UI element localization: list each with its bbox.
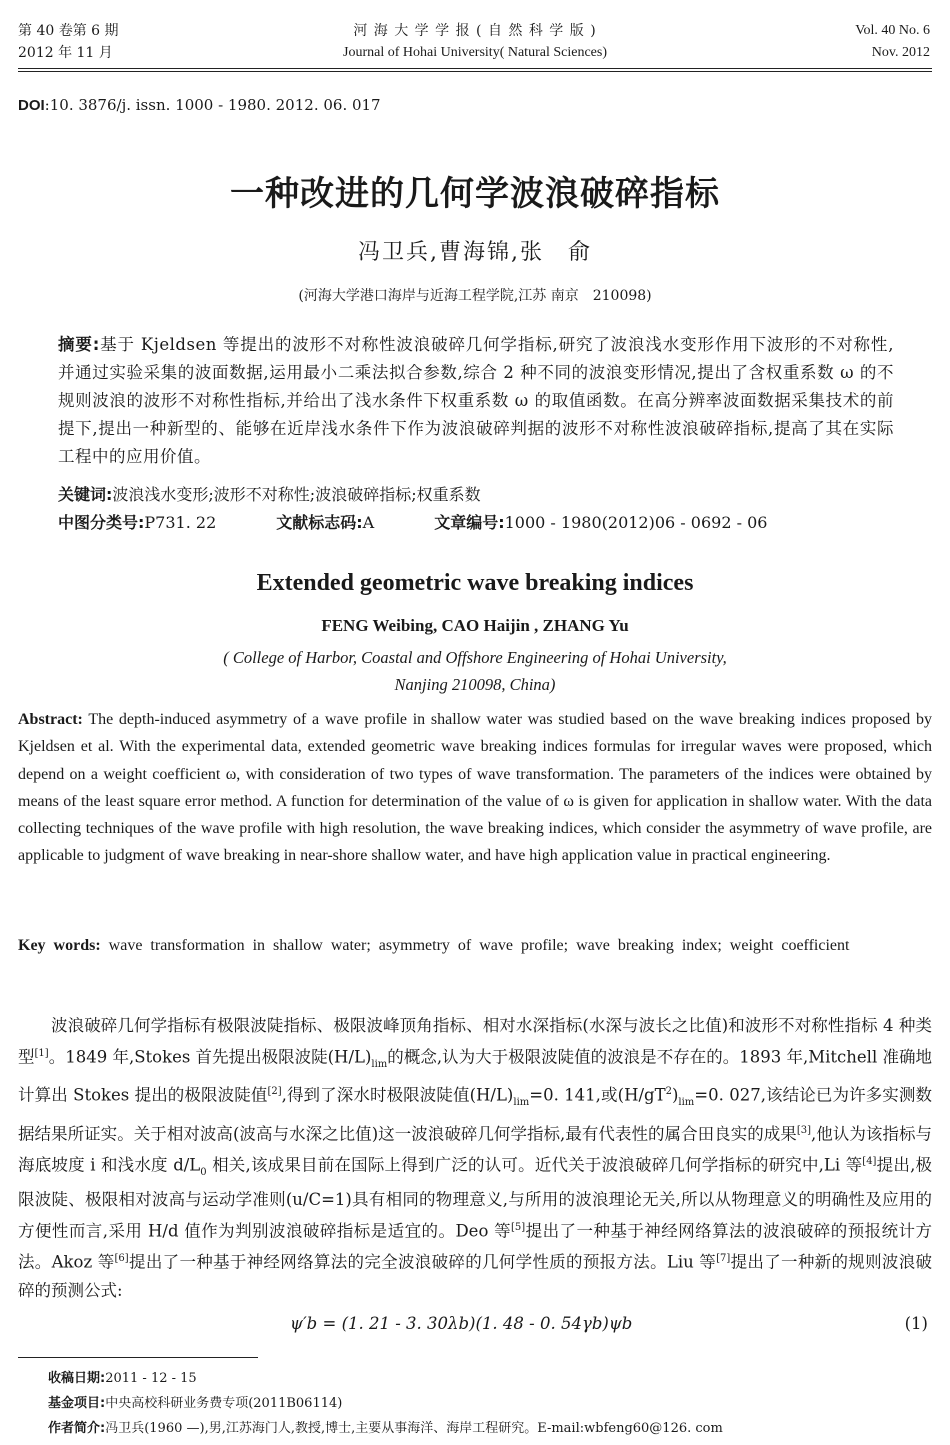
received-value: 2011 - 12 - 15	[105, 1371, 197, 1386]
footnote-funding	[48, 1395, 342, 1413]
body-text-run: 提出了一种基于神经网络算法的完全波浪破碎的几何学性质的预报方法。Liu 等	[128, 1252, 717, 1272]
abstract-cn	[58, 331, 894, 471]
body-text-run: 提出了一种新的规则波浪破碎的预测公式:	[18, 1252, 933, 1300]
journal-date-cn: 2012 年 11 月	[18, 45, 113, 61]
footnote-rule	[18, 1357, 258, 1358]
body-text-run: 波浪破碎几何学指标有极限波陡指标、极限波峰顶角指标、相对水深指标(水深与波长之比值)和波形不对称性指标 4 种类型	[18, 1016, 932, 1067]
authors-en: FENG Weibing, CAO Haijin , ZHANG Yu	[321, 616, 629, 635]
clc-value: P731. 22	[144, 513, 217, 532]
doc-code-value: A	[362, 513, 375, 532]
body-text-run: 。1849 年,Stokes 首先提出极限波陡(H/L)	[48, 1047, 372, 1067]
body-text-run: =0. 027,该结论已为许多实测数据结果所证实。关于相对波高(波高与水深之比值)这一波浪破碎几何学指标,最有代表性的属合田良实的成果	[18, 1085, 932, 1144]
doi-label: DOI	[18, 97, 45, 114]
paper-title-en: Extended geometric wave breaking indices	[256, 570, 694, 596]
author-bio-label: 作者简介:	[48, 1421, 106, 1436]
body-text-run: )	[671, 1085, 679, 1105]
authors-cn: 冯卫兵,曹海锦,张 俞	[358, 240, 592, 265]
article-number-value: 1000 - 1980(2012)06 - 0692 - 06	[504, 513, 768, 532]
abstract-en-label: Abstract:	[18, 711, 83, 728]
abstract-cn-text: 基于 Kjeldsen 等提出的波形不对称性波浪破碎几何学指标,研究了波浪浅水变形作用下波形的不对称性,并通过实验采集的波面数据,运用最小二乘法拟合参数,综合 2 种不同的波浪变形情况,提出了含权重系数 ω 的不规则波浪的波形不对称性指标,并给出了浅水条件下权重系数 ω 的取值函数。在高分辨率波面数据采集技术的前提下,提出一种新型的、能够在近岸浅水条件下作为波浪破碎判据的波形不对称性波浪破碎指标,提高了其在实际工程中的应用价值。	[58, 335, 894, 466]
abstract-cn-label: 摘要:	[58, 335, 100, 354]
body-text-run: 相关,该成果目前在国际上得到广泛的认可。近代关于波浪破碎几何学指标的研究中,Li 等	[206, 1155, 863, 1175]
article-number-label: 文章编号:	[434, 513, 505, 532]
keywords-en	[18, 932, 932, 959]
keywords-cn	[58, 484, 481, 506]
citation-5: [5]	[511, 1222, 526, 1234]
keywords-en-label: Key words:	[18, 937, 101, 954]
citation-3: [3]	[796, 1124, 811, 1136]
keywords-en-text: wave transformation in shallow water; asymmetry of wave profile; wave breaking index; weight coefficient	[100, 937, 850, 954]
clc-label: 中图分类号:	[58, 513, 145, 532]
abstract-en-text: The depth-induced asymmetry of a wave profile in shallow water was studied based on the wave breaking indices proposed by Kjeldsen et al. With the experimental data, extended geometric wave breaking indices formulas for irregular waves were proposed, which depend on a weight coefficient ω, with consideration of two types of wave transformation. The parameters of the indices were obtained by means of the least square error method. A function for determination of the value of ω is given for application in shallow water. With the data collecting techniques of the wave profile with high resolution, the wave breaking indices, which consider the asymmetry of wave profile, are applicable to judgment of wave breaking in near-shore shallow water, and have high application value in practical engineering.	[18, 711, 932, 865]
subscript-lim: lim	[513, 1097, 530, 1108]
keywords-cn-label: 关键词:	[58, 485, 113, 504]
header-rule	[18, 68, 932, 69]
subscript-lim: lim	[678, 1097, 695, 1108]
affiliation-cn: (河海大学港口海岸与近海工程学院,江苏 南京 210098)	[298, 288, 652, 304]
citation-4: [4]	[862, 1155, 877, 1167]
doi-line	[18, 96, 381, 114]
footnote-author-bio	[48, 1420, 723, 1438]
body-text	[18, 1012, 932, 1304]
body-text-run: ,他认为该指标与海底坡度 i 和浅水度 d/L	[18, 1124, 932, 1175]
affiliation-en	[0, 644, 950, 698]
citation-6: [6]	[114, 1253, 129, 1265]
affiliation-en-line1: ( College of Harbor, Coastal and Offshore Engineering of Hohai University,	[223, 648, 727, 667]
citation-1: [1]	[34, 1047, 49, 1059]
subscript-0: 0	[200, 1166, 207, 1178]
journal-volume-issue: 第 40 卷第 6 期	[18, 23, 119, 39]
affiliation-en-line2: Nanjing 210098, China)	[394, 675, 556, 694]
journal-volume-en: Vol. 40 No. 6	[855, 23, 930, 38]
journal-name-cn: 河 海 大 学 学 报 ( 自 然 科 学 版 )	[353, 23, 597, 39]
journal-name-en: Journal of Hohai University( Natural Sciences)	[343, 45, 607, 60]
body-text-run: ,得到了深水时极限波陡值(H/L)	[281, 1085, 514, 1105]
funding-label: 基金项目:	[48, 1396, 106, 1411]
funding-value: 中央高校科研业务费专项(2011B06114)	[105, 1396, 343, 1411]
author-bio-value: 冯卫兵(1960 —),男,江苏海门人,教授,博士,主要从事海洋、海岸工程研究。E-mail:wbfeng60@126. com	[105, 1421, 723, 1436]
doi-value: :10. 3876/j. issn. 1000 - 1980. 2012. 06. 017	[44, 96, 381, 114]
abstract-en	[18, 706, 932, 870]
citation-2: [2]	[267, 1086, 282, 1098]
footnote-received	[48, 1370, 197, 1388]
subscript-lim: lim	[371, 1058, 388, 1070]
journal-date-en: Nov. 2012	[871, 45, 930, 60]
doc-code-label: 文献标志码:	[276, 513, 363, 532]
body-text-run: 的概念,认为大于极限波陡值的波浪是不存在的。1893 年,Mitchell 准确地计算出 Stokes 提出的极限波陡值	[18, 1047, 932, 1105]
equation-formula: ψ′b = (1. 21 - 3. 30λb)(1. 48 - 0. 54γb)ψb	[290, 1314, 633, 1333]
paper-title-cn: 一种改进的几何学波浪破碎指标	[230, 174, 720, 214]
received-label: 收稿日期:	[48, 1371, 106, 1386]
citation-7: [7]	[716, 1253, 731, 1265]
superscript-2: 2	[665, 1086, 672, 1098]
header-rule-double	[18, 71, 932, 72]
body-text-run: 提出了一种基于神经网络算法的波浪破碎的预报统计方法。Akoz 等	[18, 1221, 933, 1272]
equation-number: (1)	[904, 1314, 928, 1333]
classification-line	[58, 512, 767, 534]
body-text-run: 提出,极限波陡、极限相对波高与运动学准则(u/C=1)具有相同的物理意义,与所用的波浪理论无关,所以从物理意义的明确性及应用的方便性而言,采用 H/d 值作为判别波浪破碎指标是适宜的。Deo 等	[18, 1155, 933, 1241]
body-text-run: =0. 141,或(H/gT	[529, 1085, 666, 1105]
body-paragraph	[18, 1012, 932, 1304]
keywords-cn-text: 波浪浅水变形;波形不对称性;波浪破碎指标;权重系数	[112, 485, 481, 504]
